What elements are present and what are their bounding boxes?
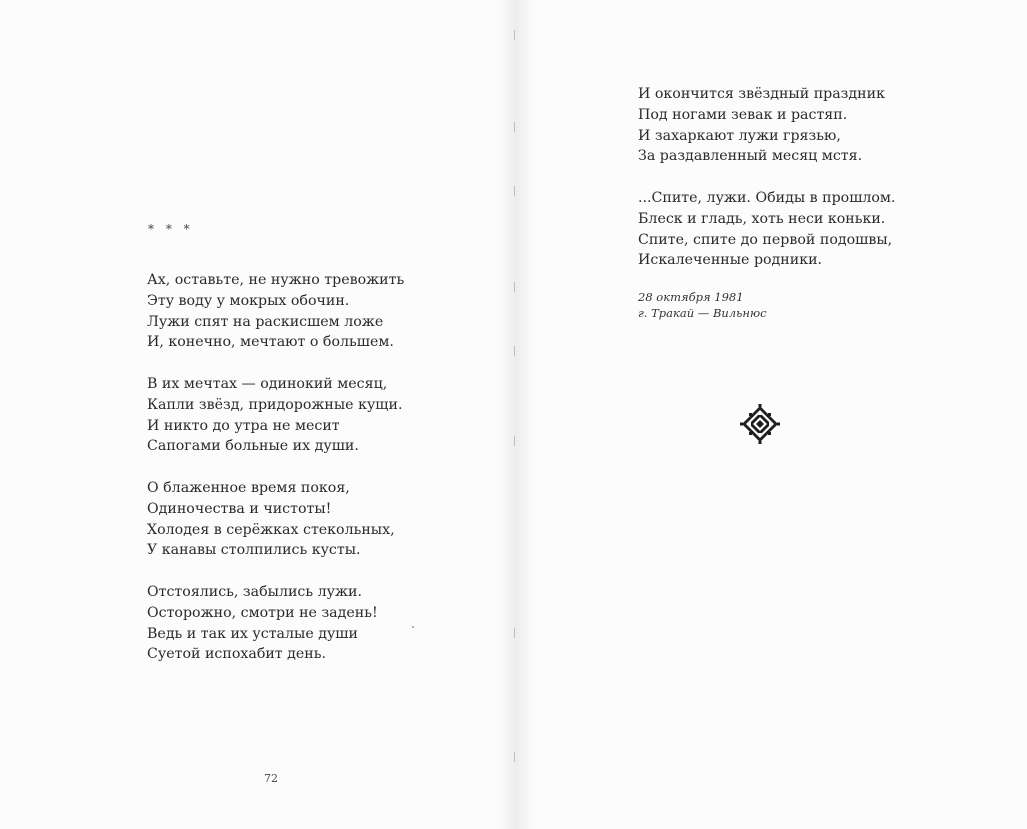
poem-stanza-3 <box>147 478 395 561</box>
gutter-mark <box>514 628 515 638</box>
poem-line: Холодея в серёжках стекольных, <box>147 521 395 538</box>
poem-line: У канавы столпились кусты. <box>147 542 361 559</box>
poem-line: Ах, оставьте, не нужно тревожить <box>147 272 405 288</box>
gutter-mark <box>514 30 515 40</box>
page-number: 72 <box>264 772 278 785</box>
gutter-mark <box>514 346 515 356</box>
stanza-separator: * * * <box>148 222 194 236</box>
poem-line: Отстоялись, забылись лужи. <box>147 584 362 600</box>
poem-line: И окончится звёздный праздник <box>638 86 885 102</box>
right-page <box>516 0 1027 829</box>
poem-stanza-4 <box>147 582 378 665</box>
gutter-mark <box>514 186 515 196</box>
poem-line: Искалеченные родники. <box>638 252 823 269</box>
poem-line: Лужи спят на раскисшем ложе <box>147 313 384 330</box>
poem-stanza-6 <box>638 188 895 271</box>
poem-line: За раздавленный месяц мстя. <box>638 148 863 165</box>
poem-line: Ведь и так их усталые души <box>147 625 358 642</box>
poem-stanza-2 <box>147 374 402 457</box>
poem-line: ...Спите, лужи. Обиды в прошлом. <box>638 190 896 206</box>
gutter-mark <box>514 436 515 446</box>
poem-line: Осторожно, смотри не задень! <box>147 604 378 621</box>
paper-speck <box>412 626 414 628</box>
poem-line: Спите, спите до первой подошвы, <box>638 231 893 248</box>
poem-line: И никто до утра не месит <box>147 417 340 434</box>
gutter-mark <box>514 122 515 132</box>
poem-line: Суетой испохабит день. <box>147 646 326 663</box>
poem-line: Сапогами больные их души. <box>147 438 359 455</box>
gutter-mark <box>514 282 515 292</box>
diamond-folk-ornament-icon <box>740 404 780 444</box>
poem-line: Капли звёзд, придорожные кущи. <box>147 396 403 413</box>
left-page <box>0 0 510 829</box>
poem-stanza-5 <box>638 84 885 167</box>
gutter-mark <box>514 752 515 762</box>
poem-line: И, конечно, мечтают о большем. <box>147 334 394 351</box>
poem-line: Одиночества и чистоты! <box>147 500 332 517</box>
poem-date: 28 октября 1981 <box>638 290 744 304</box>
poem-line: В их мечтах — одинокий месяц, <box>147 376 388 392</box>
poem-line: Эту воду у мокрых обочин. <box>147 292 350 309</box>
poem-line: Под ногами зевак и растяп. <box>638 106 848 123</box>
poem-line: И захаркают лужи грязью, <box>638 127 841 144</box>
poem-dateline <box>638 289 767 321</box>
poem-line: О блаженное время покоя, <box>147 480 350 496</box>
poem-line: Блеск и гладь, хоть неси коньки. <box>638 210 886 227</box>
poem-stanza-1 <box>147 270 404 353</box>
poem-place: г. Тракай — Вильнюс <box>638 306 767 320</box>
